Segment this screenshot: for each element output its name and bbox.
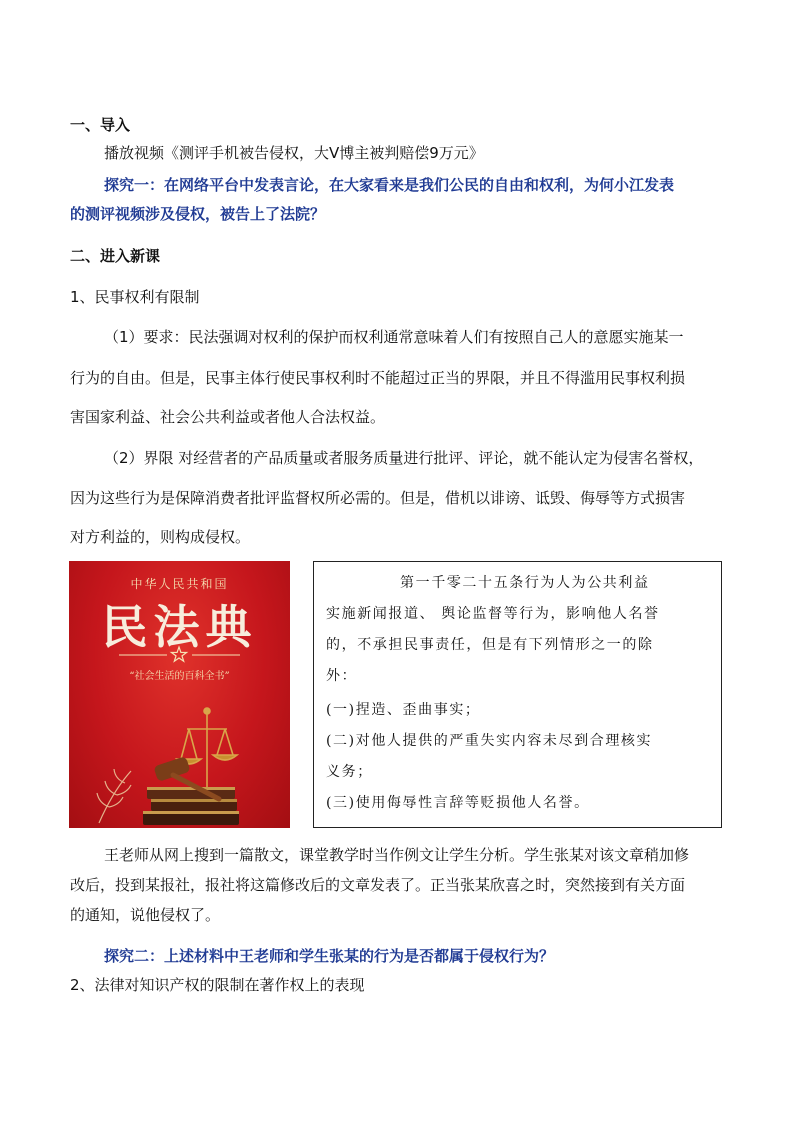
intro-text: 播放视频《测评手机被告侵权，大V博主被判赔偿9万元》 xyxy=(104,144,484,162)
case-line-1: 王老师从网上搜到一篇散文，课堂教学时当作例文让学生分析。学生张某对该文章稍加修 xyxy=(104,846,690,864)
poster-top-text: 中华人民共和国 xyxy=(130,577,229,591)
poster-subtitle: “社会生活的百科全书” xyxy=(129,671,230,682)
leaf-decoration-icon xyxy=(97,769,131,823)
civil-code-poster-image xyxy=(69,561,290,828)
article-line-5: (一)捏造、歪曲事实； xyxy=(326,702,481,718)
article-line-3: 的，不承担民事责任，但是有下列情形之一的除 xyxy=(326,637,654,653)
inquiry-two: 探究二：上述材料中王老师和学生张某的行为是否都属于侵权行为？ xyxy=(104,947,555,965)
article-line-6: (二)对他人提供的严重失实内容未尽到合理核实 xyxy=(326,733,653,749)
requirement-line-3: 害国家利益、社会公共利益或者他人合法权益。 xyxy=(70,408,386,426)
limit-line-2: 因为这些行为是保障消费者批评监督权所必需的。但是，借机以诽谤、诋毁、侮辱等方式损害 xyxy=(70,489,686,507)
case-line-2: 改后，投到某报社，报社将这篇修改后的文章发表了。正当张某欣喜之时，突然接到有关方面 xyxy=(70,876,686,894)
limit-line-1: （2）界限 对经营者的产品质量或者服务质量进行批评、评论，就不能认定为侵害名誉权， xyxy=(104,449,704,467)
star-icon xyxy=(171,647,186,661)
intro-heading: 一、导入 xyxy=(70,116,131,134)
point-two-heading: 2、法律对知识产权的限制在著作权上的表现 xyxy=(70,976,365,994)
new-lesson-heading: 二、进入新课 xyxy=(70,247,161,265)
point-one-heading: 1、民事权利有限制 xyxy=(70,288,200,306)
article-line-7: 义务； xyxy=(326,764,373,780)
inquiry-one-line-2: 的测评视频涉及侵权，被告上了法院？ xyxy=(70,205,326,223)
inquiry-one-line-1: 探究一：在网络平台中发表言论，在大家看来是我们公民的自由和权利，为何小江发表 xyxy=(104,176,675,194)
limit-line-3: 对方利益的，则构成侵权。 xyxy=(70,528,251,546)
requirement-line-2: 行为的自由。但是，民事主体行使民事权利时不能超过正当的界限，并且不得滥用民事权利损 xyxy=(70,369,686,387)
poster-artwork xyxy=(69,561,290,828)
books-icon xyxy=(143,787,239,825)
article-line-4: 外： xyxy=(326,668,358,684)
article-line-8: (三)使用侮辱性言辞等贬损他人名誉。 xyxy=(326,795,590,811)
article-quote-box xyxy=(313,561,722,828)
poster-title: 民法典 xyxy=(101,600,258,654)
requirement-line-1: （1）要求：民法强调对权利的保护而权利通常意味着人们有按照自己人的意愿实施某一 xyxy=(104,328,684,346)
case-line-3: 的通知，说他侵权了。 xyxy=(70,906,221,924)
article-line-2: 实施新闻报道、 舆论监督等行为，影响他人名誉 xyxy=(326,606,660,622)
article-line-1: 第一千零二十五条行为人为公共利益 xyxy=(400,575,650,591)
